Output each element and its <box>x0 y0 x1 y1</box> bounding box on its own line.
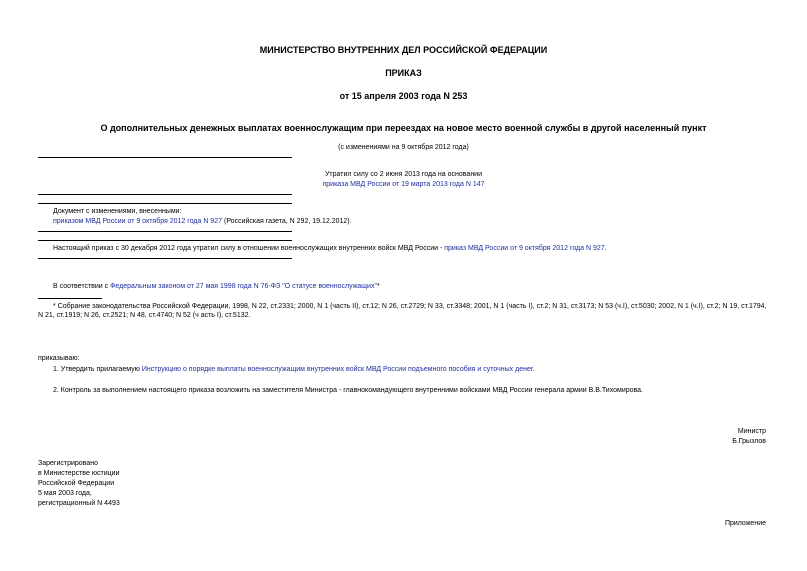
registration-line: Зарегистрировано <box>38 460 98 467</box>
doc-type-heading: ПРИКАЗ <box>385 68 422 78</box>
order-label: приказываю: <box>38 355 80 362</box>
basis-prefix: В соответствии с <box>53 283 111 290</box>
divider <box>38 240 292 241</box>
date-number: от 15 апреля 2003 года N 253 <box>339 91 468 101</box>
federal-law-link[interactable]: Федеральным законом от 27 мая 1998 года N 76-ФЗ "О статусе военнослужащих" <box>110 283 377 290</box>
appendix-label: Приложение <box>724 520 766 527</box>
registration-line: 5 мая 2003 года, <box>38 490 92 497</box>
order-item-1-prefix: 1. Утвердить прилагаемую <box>53 366 142 373</box>
order-item-1-end: . <box>532 366 535 373</box>
instruction-link[interactable]: Инструкцию о порядке выплаты военнослужащим внутренних войск МВД России подъемного пособия и суточных денег <box>141 366 533 373</box>
order-item-1 <box>53 365 535 374</box>
partial-repeal-text: Настоящий приказ с 30 декабря 2012 года утратил силу в отношении военнослужащих внутренних войск МВД России - <box>53 245 445 252</box>
registration-line: Российской Федерации <box>38 480 115 487</box>
order-item-2: 2. Контроль за выполнением настоящего приказа возложить на заместителя Министра - главнокомандующего внутренними войсками МВД России генерала армии В.В.Тихомирова. <box>53 387 643 394</box>
partial-repeal-row <box>53 244 607 253</box>
document-title: О дополнительных денежных выплатах военнослужащим при переездах на новое место военной службы в другой населенный пункт <box>100 123 707 133</box>
divider <box>38 231 292 232</box>
footnote-text: * Собрание законодательства Российской Федерации, 1998, N 22, ст.2331; 2000, N 1 (часть II), ст.12; N 26, ст.2729; N 33, ст.3348; 2001, N 1 (часть I), ст.2; N 31, ст.3173; N 53 (ч.I), ст.5030; 2002, N 1 (ч.I), ст.2; N 19, ст.1794, N 21, ст.1919; N 26, ст.2521; N 48, ст.4740; N 52 (ч асть I), ст.5132. <box>38 303 767 319</box>
amendment-order-link[interactable]: приказом МВД России от 9 октября 2012 года N 927 <box>53 218 223 225</box>
registration-line: регистрационный N 4493 <box>38 500 120 507</box>
divider <box>38 157 292 158</box>
partial-repeal-end: . <box>604 245 607 252</box>
divider <box>38 194 292 195</box>
basis-row <box>53 282 380 291</box>
partial-repeal-link[interactable]: приказ МВД России от 9 октября 2012 года N 927 <box>444 245 605 252</box>
expired-order-link[interactable]: приказа МВД России от 19 марта 2013 года N 147 <box>322 181 485 188</box>
edition-note: (с изменениями на 9 октября 2012 года) <box>338 144 469 151</box>
divider <box>38 258 292 259</box>
signature-name: Б.Грызлов <box>732 438 766 445</box>
basis-footnote-mark: * <box>376 283 380 290</box>
signature-position: Министр <box>737 428 766 435</box>
footnote-divider <box>38 298 102 299</box>
expired-note: Утратил силу со 2 июня 2013 года на основании <box>324 171 483 178</box>
amendments-row <box>53 217 352 226</box>
ministry-heading: МИНИСТЕРСТВО ВНУТРЕННИХ ДЕЛ РОССИЙСКОЙ ФЕДЕРАЦИИ <box>259 45 548 55</box>
amendment-source: (Российская газета, N 292, 19.12.2012). <box>222 218 352 225</box>
registration-line: в Министерстве юстиции <box>38 470 120 477</box>
divider <box>38 203 292 204</box>
expired-link-row <box>0 180 807 189</box>
amendments-label: Документ с изменениями, внесенными: <box>53 208 182 215</box>
